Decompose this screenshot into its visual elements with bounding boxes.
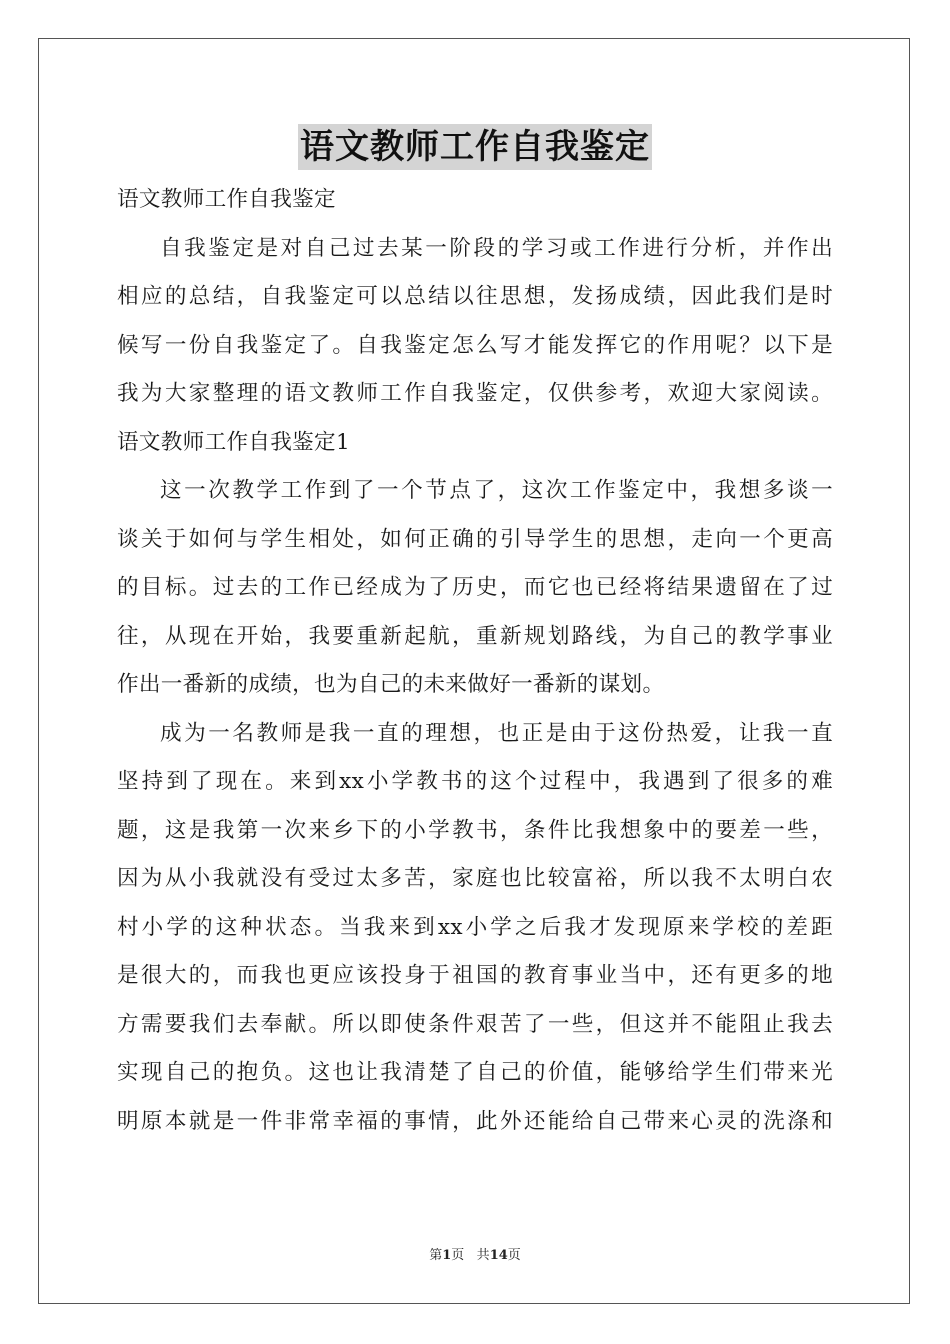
page-suffix: 页 <box>451 1248 465 1263</box>
total-pages: 14 <box>489 1248 508 1263</box>
document-title: 语文教师工作自我鉴定 <box>298 124 652 170</box>
paragraph-line: 这一次教学工作到了一个节点了，这次工作鉴定中，我想多谈一 <box>160 478 833 503</box>
paragraph-line: 坚持到了现在。来到xx小学教书的这个过程中，我遇到了很多的难 <box>117 769 833 794</box>
paragraph-line: 明原本就是一件非常幸福的事情，此外还能给自己带来心灵的洗涤和 <box>117 1108 833 1134</box>
paragraph-line: 作出一番新的成绩，也为自己的未来做好一番新的谋划。 <box>117 672 665 697</box>
paragraph-line: 题，这是我第一次来乡下的小学教书，条件比我想象中的要差一些， <box>117 817 833 843</box>
paragraph-line: 实现自己的抱负。这也让我清楚了自己的价值，能够给学生们带来光 <box>117 1060 833 1085</box>
paragraph-line: 成为一名教师是我一直的理想，也正是由于这份热爱，让我一直 <box>160 720 833 746</box>
paragraph-line: 方需要我们去奉献。所以即使条件艰苦了一些，但这并不能阻止我去 <box>117 1011 833 1037</box>
paragraph-line: 相应的总结，自我鉴定可以总结以往思想，发扬成绩，因此我们是时 <box>117 284 833 309</box>
paragraph-line: 自我鉴定是对自己过去某一阶段的学习或工作进行分析，并作出 <box>160 235 833 261</box>
page-footer <box>0 1247 950 1265</box>
subtitle-line: 语文教师工作自我鉴定 <box>117 187 336 212</box>
paragraph-line: 谈关于如何与学生相处，如何正确的引导学生的思想，走向一个更高 <box>117 526 833 552</box>
paragraph-line: 村小学的这种状态。当我来到xx小学之后我才发现原来学校的差距 <box>117 914 833 940</box>
paragraph-line: 往，从现在开始，我要重新起航，重新规划路线，为自己的教学事业 <box>117 623 833 649</box>
title-area <box>0 124 950 170</box>
paragraph-line: 是很大的，而我也更应该投身于祖国的教育事业当中，还有更多的地 <box>117 963 833 988</box>
paragraph-line: 我为大家整理的语文教师工作自我鉴定，仅供参考，欢迎大家阅读。 <box>117 381 833 406</box>
page-prefix: 第 <box>429 1248 443 1263</box>
paragraph-line: 候写一份自我鉴定了。自我鉴定怎么写才能发挥它的作用呢？以下是 <box>117 332 833 358</box>
total-suffix: 页 <box>507 1248 521 1263</box>
document-body <box>117 176 833 1146</box>
paragraph-line: 因为从小我就没有受过太多苦，家庭也比较富裕，所以我不太明白农 <box>117 866 833 891</box>
page-number: 1 <box>442 1248 452 1263</box>
total-prefix: 共 <box>476 1248 490 1263</box>
paragraph-line: 的目标。过去的工作已经成为了历史，而它也已经将结果遗留在了过 <box>117 575 833 600</box>
section-heading: 语文教师工作自我鉴定1 <box>117 429 350 455</box>
